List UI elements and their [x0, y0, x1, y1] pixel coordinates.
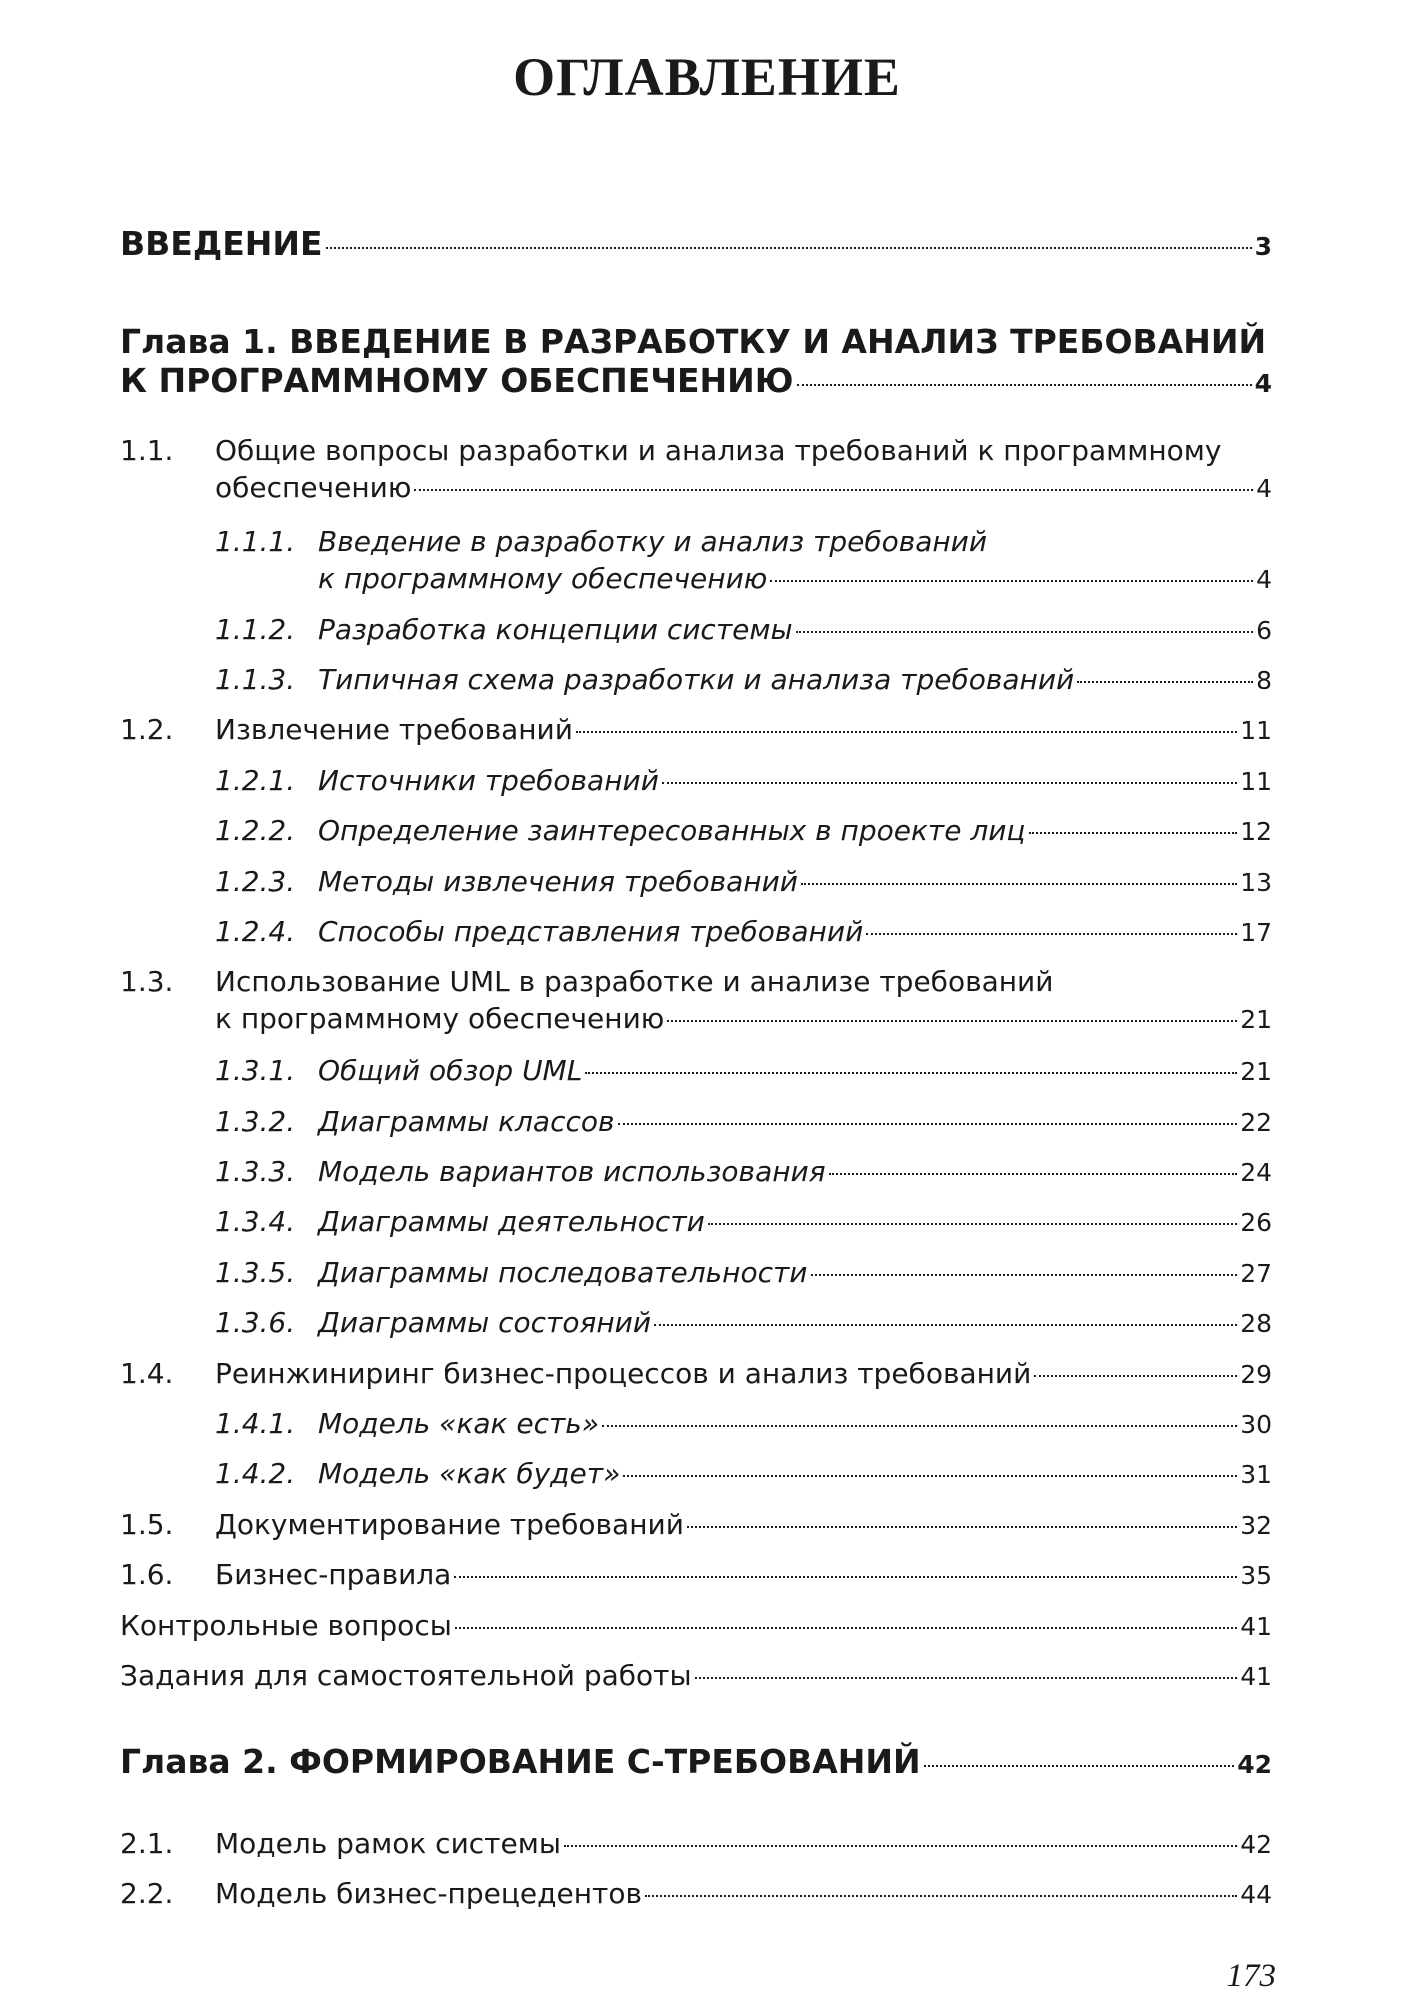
dot-leader — [1029, 832, 1238, 834]
entry-page: 41 — [1240, 1612, 1272, 1641]
dot-leader — [708, 1223, 1237, 1225]
entry-page: 35 — [1240, 1561, 1272, 1590]
entry-title: Методы извлечения требований — [318, 865, 798, 898]
dot-leader — [662, 782, 1237, 784]
entry-page: 6 — [1256, 616, 1272, 645]
section-number: 1.6. — [120, 1558, 174, 1591]
dot-leader — [618, 1123, 1238, 1125]
entry-title: Реинжиниринг бизнес-процессов и анализ требований — [215, 1357, 1032, 1390]
dot-leader — [667, 1020, 1237, 1022]
entry-title: к программному обеспечению — [215, 1002, 665, 1035]
entry-title: Определение заинтересованных в проекте лиц — [318, 814, 1026, 847]
entry-title: Документирование требований — [215, 1508, 684, 1541]
section-number: 1.2.3. — [215, 865, 296, 898]
entry-page: 31 — [1240, 1460, 1272, 1489]
entry-page: 41 — [1240, 1662, 1272, 1691]
entry-page: 21 — [1240, 1005, 1272, 1034]
entry-page: 3 — [1254, 232, 1272, 261]
toc-title: ОГЛАВЛЕНИЕ — [513, 47, 901, 107]
section-number: 1.1.1. — [215, 525, 296, 558]
entry-title: Источники требований — [318, 764, 659, 797]
section-number: 1.1.3. — [215, 663, 296, 696]
dot-leader — [829, 1173, 1238, 1175]
entry-page: 22 — [1240, 1108, 1272, 1137]
entry-title: Диаграммы деятельности — [318, 1205, 705, 1238]
page-number: 173 — [1226, 1958, 1276, 1994]
entry-page: 4 — [1254, 369, 1272, 398]
entry-title: Модель бизнес-прецедентов — [215, 1877, 642, 1910]
entry-title: Бизнес-правила — [215, 1558, 452, 1591]
entry-title: Контрольные вопросы — [120, 1609, 452, 1642]
entry-page: 4 — [1256, 565, 1272, 594]
entry-title: Модель рамок системы — [215, 1827, 561, 1860]
dot-leader — [811, 1274, 1238, 1276]
entry-title: Способы представления требований — [318, 915, 864, 948]
dot-leader — [414, 489, 1253, 491]
entry-title-line1: ВВЕДЕНИЕ В РАЗРАБОТКУ И АНАЛИЗ ТРЕБОВАНИЙ — [289, 322, 1267, 361]
entry-page: 32 — [1240, 1511, 1272, 1540]
entry-page: 11 — [1240, 716, 1272, 745]
entry-page: 42 — [1237, 1750, 1272, 1779]
section-number: 1.2. — [120, 713, 174, 746]
dot-leader — [801, 883, 1237, 885]
dot-leader — [455, 1627, 1237, 1629]
dot-leader — [924, 1765, 1235, 1767]
entry-title: Задания для самостоятельной работы — [120, 1659, 692, 1692]
entry-title: ФОРМИРОВАНИЕ С-ТРЕБОВАНИЙ — [289, 1742, 921, 1781]
entry-title: Модель «как будет» — [318, 1457, 621, 1490]
entry-title: Общий обзор UML — [318, 1054, 583, 1087]
section-number: 2.1. — [120, 1827, 174, 1860]
entry-page: 28 — [1240, 1309, 1272, 1338]
entry-page: 17 — [1240, 918, 1272, 947]
dot-leader — [585, 1072, 1237, 1074]
entry-title: ВВЕДЕНИЕ — [120, 224, 323, 263]
section-number: 1.4.1. — [215, 1407, 296, 1440]
dot-leader — [796, 631, 1254, 633]
dot-leader — [695, 1677, 1238, 1679]
section-number: 2.2. — [120, 1877, 174, 1910]
section-number: 1.4.2. — [215, 1457, 296, 1490]
section-number: 1.3. — [120, 965, 174, 998]
dot-leader — [602, 1425, 1237, 1427]
section-number: 1.3.3. — [215, 1155, 296, 1188]
section-number: 1.1.2. — [215, 613, 296, 646]
section-number: 1.5. — [120, 1508, 174, 1541]
entry-title: Типичная схема разработки и анализа требований — [318, 663, 1075, 696]
dot-leader — [623, 1475, 1237, 1477]
section-number: 1.2.4. — [215, 915, 296, 948]
entry-page: 21 — [1240, 1057, 1272, 1086]
entry-title: Модель вариантов использования — [318, 1155, 826, 1188]
entry-page: 44 — [1240, 1880, 1272, 1909]
entry-title: Извлечение требований — [215, 713, 573, 746]
dot-leader — [687, 1526, 1237, 1528]
entry-page: 26 — [1240, 1208, 1272, 1237]
dot-leader — [1077, 681, 1253, 683]
entry-title: Диаграммы состояний — [318, 1306, 652, 1339]
entry-title-line1: Введение в разработку и анализ требований — [318, 525, 988, 558]
entry-title: Диаграммы последовательности — [318, 1256, 808, 1289]
section-number: 1.3.6. — [215, 1306, 296, 1339]
entry-page: 8 — [1256, 666, 1272, 695]
section-number: 1.3.2. — [215, 1105, 296, 1138]
section-number: 1.3.4. — [215, 1205, 296, 1238]
entry-page: 30 — [1240, 1410, 1272, 1439]
entry-page: 42 — [1240, 1830, 1272, 1859]
entry-title: Разработка концепции системы — [318, 613, 793, 646]
entry-title: к программному обеспечению — [318, 562, 768, 595]
section-number: 1.3.5. — [215, 1256, 296, 1289]
section-number: 1.2.2. — [215, 814, 296, 847]
dot-leader — [454, 1576, 1237, 1578]
dot-leader — [326, 247, 1252, 249]
dot-leader — [645, 1895, 1237, 1897]
entry-title: К ПРОГРАММНОМУ ОБЕСПЕЧЕНИЮ — [120, 361, 794, 400]
entry-page: 29 — [1240, 1360, 1272, 1389]
entry-title-line1: Общие вопросы разработки и анализа требований к программному — [215, 434, 1222, 467]
dot-leader — [576, 731, 1237, 733]
entry-title-line1: Использование UML в разработке и анализе требований — [215, 965, 1054, 998]
entry-page: 24 — [1240, 1158, 1272, 1187]
dot-leader — [797, 384, 1252, 386]
entry-title: Модель «как есть» — [318, 1407, 600, 1440]
entry-title: обеспечению — [215, 471, 412, 504]
chapter-label: Глава 1. — [120, 322, 278, 361]
dot-leader — [654, 1324, 1237, 1326]
entry-title: Диаграммы классов — [318, 1105, 615, 1138]
entry-page: 4 — [1256, 474, 1272, 503]
dot-leader — [1034, 1375, 1237, 1377]
chapter-label: Глава 2. — [120, 1742, 278, 1781]
entry-page: 27 — [1240, 1259, 1272, 1288]
section-number: 1.4. — [120, 1357, 174, 1390]
entry-page: 11 — [1240, 767, 1272, 796]
section-number: 1.3.1. — [215, 1054, 296, 1087]
section-number: 1.1. — [120, 434, 174, 467]
entry-page: 13 — [1240, 868, 1272, 897]
dot-leader — [866, 933, 1237, 935]
section-number: 1.2.1. — [215, 764, 296, 797]
entry-page: 12 — [1240, 817, 1272, 846]
dot-leader — [770, 580, 1253, 582]
dot-leader — [564, 1845, 1237, 1847]
